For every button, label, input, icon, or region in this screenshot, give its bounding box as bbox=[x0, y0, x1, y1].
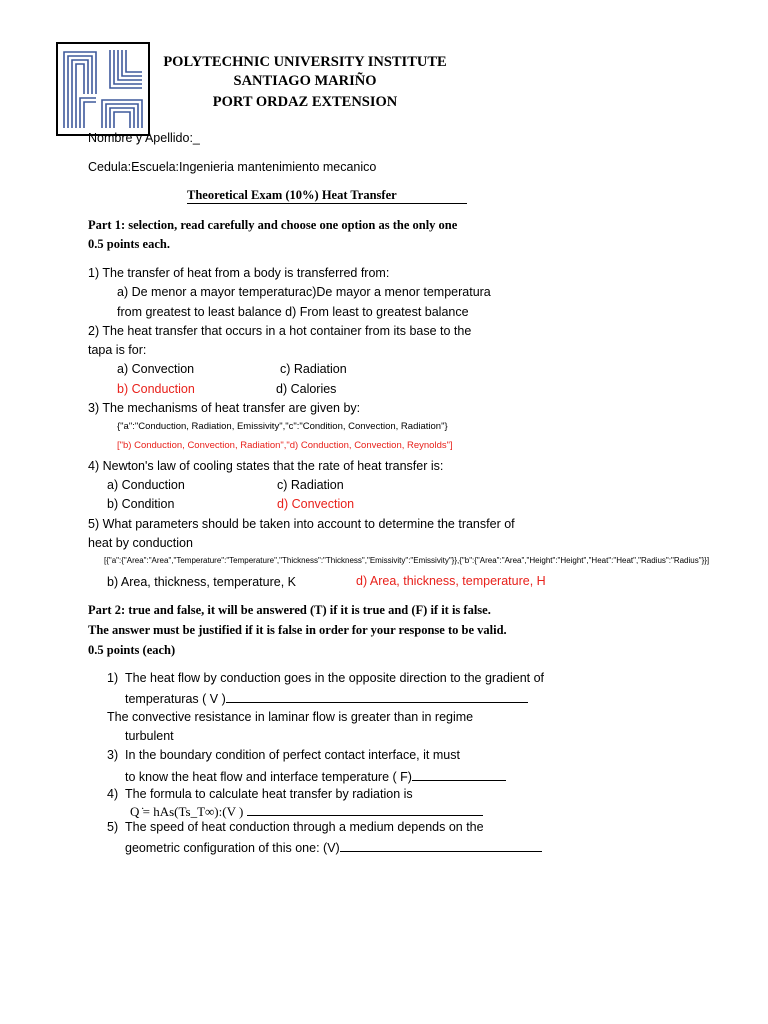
tf-item-1-number: 1) bbox=[107, 671, 119, 685]
part1-heading: Part 1: selection, read carefully and choose one option as the only one bbox=[88, 218, 458, 232]
q1-options-line1: a) De menor a mayor temperaturac)De mayor a menor temperatura bbox=[117, 285, 491, 299]
q5-question: 5) What parameters should be taken into account to determine the transfer of bbox=[88, 517, 515, 531]
tf-item-1-text: The heat flow by conduction goes in the opposite direction to the gradient of bbox=[125, 671, 545, 685]
part2-heading: Part 2: true and false, it will be answered (T) if it is true and (F) if it is false. bbox=[88, 603, 491, 617]
tf-item-1-answer: temperaturas ( V ) bbox=[125, 692, 226, 706]
tf-item-4-formula: Q ̇= hAs(Ts_T∞):(V ) bbox=[130, 804, 244, 819]
q5-option-d-answer: d) Area, thickness, temperature, H bbox=[356, 574, 546, 588]
logo-emblem-icon bbox=[56, 42, 150, 136]
tf-item-3-answer: to know the heat flow and interface temperature ( F) bbox=[125, 770, 412, 784]
tf-item-1-blank[interactable] bbox=[226, 690, 528, 703]
institution-extension: PORT ORDAZ EXTENSION bbox=[212, 94, 398, 110]
q2-option-b-answer: b) Conduction bbox=[117, 382, 195, 396]
tf-item-4-number: 4) bbox=[107, 787, 119, 801]
q4-question: 4) Newton's law of cooling states that the rate of heat transfer is: bbox=[88, 459, 444, 473]
name-field-label: Nombre y Apellido:_ bbox=[88, 131, 200, 145]
q3-options-answer: ["b) Conduction, Convection, Radiation","d) Conduction, Convection, Reynolds"] bbox=[117, 440, 453, 451]
q4-option-d-answer: d) Convection bbox=[277, 497, 355, 511]
q2-option-c: c) Radiation bbox=[280, 362, 347, 376]
q3-options-json: {"a":"Conduction, Radiation, Emissivity","c":"Condition, Convection, Radiation"} bbox=[117, 421, 448, 432]
tf-item-3-text-cont bbox=[125, 768, 506, 784]
tf-item-3-text: In the boundary condition of perfect contact interface, it must bbox=[125, 748, 460, 762]
tf-item-5-text-cont bbox=[125, 839, 542, 855]
q5-options-json: [{"a":{"Area":"Area","Temperature":"Temperature","Thickness":"Thickness","Emissivity":"Emissivity"}},{"b":{"Area":"Area","Height":"Height","Heat":"Heat","Radius":"Radius"}}] bbox=[104, 556, 710, 565]
q3-question: 3) The mechanisms of heat transfer are given by: bbox=[88, 401, 361, 415]
tf-item-4-blank[interactable] bbox=[247, 803, 483, 816]
q5-question-cont: heat by conduction bbox=[88, 536, 193, 550]
institution-subtitle: SANTIAGO MARIÑO bbox=[233, 73, 377, 89]
exam-title: Theoretical Exam (10%) Heat Transfer bbox=[187, 188, 467, 204]
q2-option-a: a) Convection bbox=[117, 362, 195, 376]
part2-instructions: The answer must be justified if it is false in order for your response to be valid. bbox=[88, 623, 507, 637]
tf-item-1-text-cont bbox=[125, 690, 528, 706]
tf-item-4-text: The formula to calculate heat transfer by radiation is bbox=[125, 787, 413, 801]
tf-item-2-text-cont: turbulent bbox=[125, 729, 174, 743]
q4-option-a: a) Conduction bbox=[107, 478, 185, 492]
tf-item-5-blank[interactable] bbox=[340, 839, 542, 852]
q1-options-line2: from greatest to least balance d) From least to greatest balance bbox=[117, 305, 469, 319]
q2-question-cont: tapa is for: bbox=[88, 343, 147, 357]
tf-item-3-number: 3) bbox=[107, 748, 119, 762]
q2-option-d: d) Calories bbox=[276, 382, 337, 396]
university-logo bbox=[56, 42, 150, 136]
q4-option-c: c) Radiation bbox=[277, 478, 344, 492]
tf-item-2-text: The convective resistance in laminar flow is greater than in regime bbox=[107, 710, 474, 724]
tf-item-5-answer: geometric configuration of this one: (V) bbox=[125, 841, 340, 855]
q1-question: 1) The transfer of heat from a body is transferred from: bbox=[88, 266, 390, 280]
q5-option-b: b) Area, thickness, temperature, K bbox=[107, 575, 296, 589]
q4-option-b: b) Condition bbox=[107, 497, 175, 511]
part2-points: 0.5 points (each) bbox=[88, 643, 176, 657]
tf-item-5-number: 5) bbox=[107, 820, 119, 834]
institution-name: POLYTECHNIC UNIVERSITY INSTITUTE bbox=[163, 54, 447, 70]
q2-question: 2) The heat transfer that occurs in a hot container from its base to the bbox=[88, 324, 472, 338]
cedula-field-label: Cedula:Escuela:Ingenieria mantenimiento mecanico bbox=[88, 160, 377, 174]
tf-item-4-formula-line bbox=[130, 803, 483, 821]
part1-points: 0.5 points each. bbox=[88, 237, 170, 251]
tf-item-3-blank[interactable] bbox=[412, 768, 506, 781]
tf-item-5-text: The speed of heat conduction through a medium depends on the bbox=[125, 820, 484, 834]
